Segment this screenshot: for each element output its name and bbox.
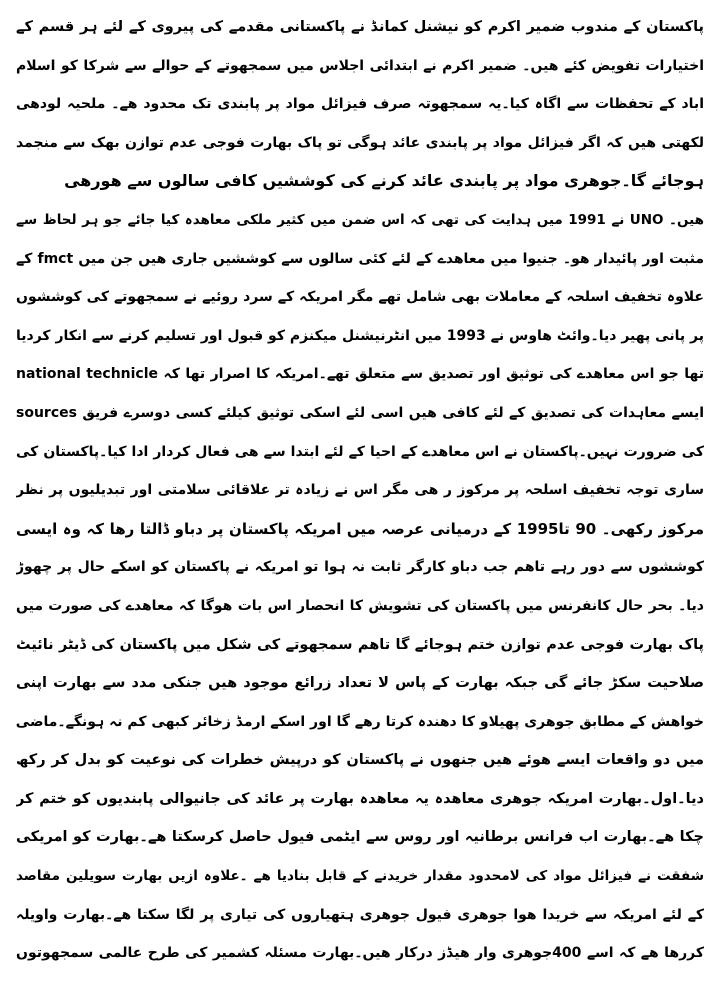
text-line: پاکستان کے مندوب ضمیر اکرم کو نیشنل کمانڈ نے پاکستانی مقدمے کی پیروی کے لئے ہر قسم کے bbox=[16, 19, 704, 35]
text-line: ہوجائے گا۔جوھری مواد پر پابندی عائد کرنے کی کوششیں کافی سالوں سے ھورھی bbox=[64, 171, 704, 191]
text-line: میں دو واقعات ایسے ھوئے ھیں جنھوں نے پاکستان کو درپیش خطرات کی نوعیت کو بدل کر رکھ bbox=[16, 752, 704, 769]
text-line: sources ایسے معاہدات کی تصدیق کے لئے کافی ھیں اسی لئے اسکی توثیق کیلئے کسی دوسرے فریق bbox=[16, 404, 704, 421]
text-line: لکھتی ھیں کہ اگر فیزائل مواد پر پابندی عائد ہوگی تو پاک بھارت فوجی عدم توازن بھک سے منجمد bbox=[16, 134, 704, 151]
text-line: کی ضرورت نہیں۔پاکستان نے اس معاھدے کے احیا کے لئے ابتدا سے ھی فعال کردار ادا کیا۔پاکستان کی bbox=[16, 443, 704, 460]
text-line: صلاحیت سکڑ جائے گی جبکہ بھارت کے پاس لا تعداد زرائع موجود ھیں جنکی مدد سے بھارت اپنی bbox=[16, 675, 704, 692]
text-line: کوششوں سے دور رہے تاھم جب دباو کارگر ثابت نہ ہوا تو امریکہ نے پاکستان کو اسکے حال پر چھوڑ bbox=[16, 559, 704, 576]
text-line: مثبت اور پائیدار ھو۔ جنیوا میں معاھدے کے لئے کئی سالوں سے کوششیں جاری ھیں جن میں fmct کے bbox=[16, 250, 704, 267]
text-line: کررھا ھے کہ اسے 400جوھری وار ھیڈز درکار ھیں۔بھارت مسئلہ کشمیر کی طرح عالمی سمجھوتوں bbox=[16, 945, 704, 962]
text-line: اباد کے تحفظات سے اگاہ کیا۔یہ سمجھوتہ صرف فیزائل مواد پر پابندی تک محدود ھے۔ ملحیہ لودھی bbox=[16, 96, 704, 113]
text-line: دیا۔ بحر حال کانفرنس میں پاکستان کی تشویش کا انحصار اس بات ھوگا کہ معاھدے کی صورت میں bbox=[16, 597, 704, 614]
text-line: پر پانی پھیر دیا۔وائٹ ھاوس نے 1993 میں انٹرنیشنل میکنزم کو قبول اور تسلیم کرنے سے انکار کردیا bbox=[16, 327, 704, 344]
text-line: ساری توجہ تخفیف اسلحہ پر مرکوز ر ھی مگر اس نے زیادہ تر علاقائی سلامتی اور تبدیلیوں پر نظر bbox=[16, 482, 704, 499]
text-line: خواھش کے مطابق جوھری پھیلاو کا دھندہ کرتا رھے گا اور اسکے ارمڈ زخائر کبھی کم نہ ہونگے۔ماضی bbox=[16, 713, 704, 730]
article-body bbox=[16, 8, 704, 973]
text-line: کے لئے امریکہ سے خریدا ھوا جوھری فیول جوھری ہتھیاروں کی تیاری پر لگا سکتا ھے۔بھارت واویلہ bbox=[16, 906, 704, 923]
text-line: مرکوز رکھی۔ 90 تا1995 کے درمیانی عرصہ میں امریکہ پاکستان پر دباو ڈالتا رھا کہ وہ ایسی bbox=[16, 519, 704, 538]
text-line: ھیں۔ UNO نے 1991 میں ہدایت کی تھی کہ اس ضمن میں کثیر ملکی معاھدہ کیا جائے جو ہر لحاظ سے bbox=[16, 211, 704, 228]
text-line: پاک بھارت فوجی عدم توازن ختم ہوجائے گا تاھم سمجھوتے کی شکل میں پاکستان کی ڈیٹر نائیٹ bbox=[16, 636, 704, 653]
text-line: شفقت نے فیزائل مواد کی لامحدود مقدار خریدنے کے قابل بنادیا ھے ۔علاوہ ازیں بھارت سویلین مقاصد bbox=[16, 868, 704, 885]
text-line: چکا ھے۔بھارت اب فرانس برطانیہ اور روس سے ایٹمی فیول حاصل کرسکتا ھے۔بھارت کو امریکی bbox=[16, 829, 704, 846]
text-line: علاوہ تخفیف اسلحہ کے معاملات بھی شامل تھے مگر امریکہ کے سرد روئیے نے سمجھوتے کی کوششوں bbox=[16, 289, 704, 306]
text-line: تھا جو اس معاھدے کی توثیق اور تصدیق سے متعلق تھے۔امریکہ کا اصرار تھا کہ national technicle bbox=[16, 366, 704, 383]
text-line: دیا۔اول۔بھارت امریکہ جوھری معاھدہ یہ معاھدہ بھارت پر عائد کی جانیوالی پابندیوں کو ختم کر bbox=[16, 790, 704, 807]
text-line: اختیارات تفویض کئے ھیں۔ ضمیر اکرم نے ابتدائی اجلاس میں سمجھوتے کے حوالے سے شرکا کو اسلام bbox=[16, 57, 704, 74]
